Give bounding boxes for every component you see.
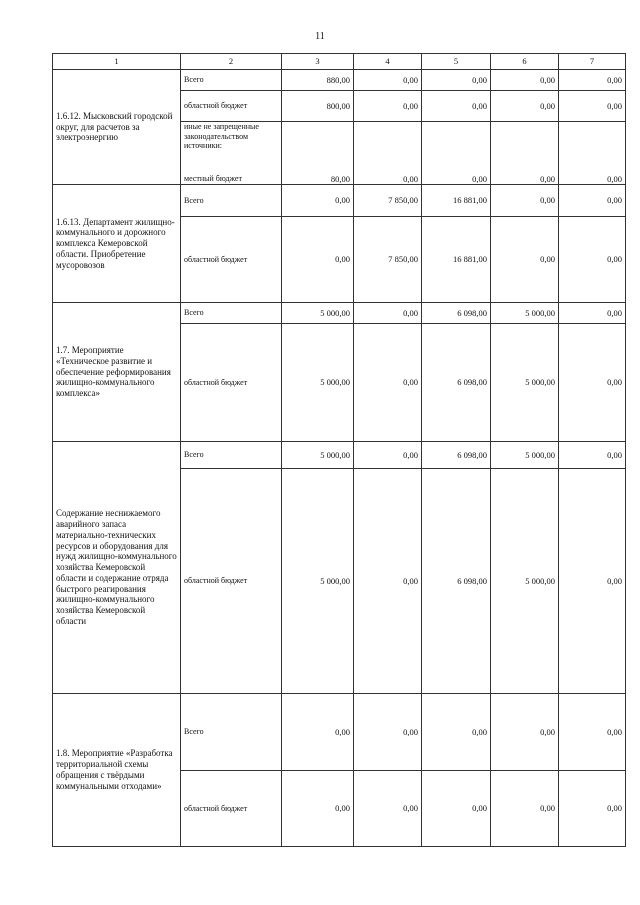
value-cell: 0,00 <box>422 168 491 185</box>
value-cell: 0,00 <box>559 217 626 303</box>
value-cell: 0,00 <box>491 217 559 303</box>
value-cell: 0,00 <box>354 442 422 469</box>
value-cell: 0,00 <box>491 694 559 771</box>
source-label: Всего <box>181 694 282 771</box>
value-cell: 0,00 <box>354 771 422 847</box>
source-label: областной бюджет <box>181 324 282 442</box>
value-cell: 0,00 <box>491 70 559 91</box>
table-row <box>53 303 626 324</box>
value-cell: 0,00 <box>559 771 626 847</box>
value-cell: 6 098,00 <box>422 303 491 324</box>
value-cell <box>282 122 354 168</box>
value-cell: 5 000,00 <box>282 303 354 324</box>
value-cell: 0,00 <box>422 91 491 122</box>
value-cell: 7 850,00 <box>354 185 422 217</box>
value-cell: 0,00 <box>491 771 559 847</box>
value-cell: 0,00 <box>354 91 422 122</box>
source-label: областной бюджет <box>181 91 282 122</box>
value-cell: 0,00 <box>559 185 626 217</box>
value-cell: 16 881,00 <box>422 185 491 217</box>
column-header: 1 <box>53 54 181 70</box>
table-row <box>53 442 626 469</box>
source-label: Всего <box>181 70 282 91</box>
source-label: местный бюджет <box>181 168 282 185</box>
value-cell: 80,00 <box>282 168 354 185</box>
value-cell: 0,00 <box>559 70 626 91</box>
value-cell: 0,00 <box>354 70 422 91</box>
column-header: 6 <box>491 54 559 70</box>
section-name: Содержание неснижаемого аварийного запаса материально-технических ресурсов и оборудования для нужд жилищно-коммунального хозяйства Кемеровской области и содержание отряда быстрого реагирования жилищно-коммунального хозяйства Кемеровской области <box>53 442 181 694</box>
table-row <box>53 694 626 771</box>
source-label: Всего <box>181 185 282 217</box>
value-cell: 0,00 <box>282 771 354 847</box>
value-cell: 0,00 <box>559 442 626 469</box>
value-cell: 0,00 <box>354 469 422 694</box>
value-cell: 0,00 <box>354 694 422 771</box>
source-label: Всего <box>181 442 282 469</box>
source-label: областной бюджет <box>181 771 282 847</box>
table-row <box>53 70 626 91</box>
column-header: 3 <box>282 54 354 70</box>
value-cell: 5 000,00 <box>491 324 559 442</box>
value-cell: 0,00 <box>491 185 559 217</box>
section-name: 1.8. Мероприятие «Разработка территориальной схемы обращения с твёрдыми коммунальными отходами» <box>53 694 181 847</box>
value-cell: 0,00 <box>559 324 626 442</box>
value-cell: 6 098,00 <box>422 324 491 442</box>
source-label: Всего <box>181 303 282 324</box>
value-cell: 7 850,00 <box>354 217 422 303</box>
section-name: 1.6.13. Департамент жилищно-коммунального и дорожного комплекса Кемеровской области. Приобретение мусоровозов <box>53 185 181 303</box>
value-cell: 5 000,00 <box>491 469 559 694</box>
value-cell: 5 000,00 <box>491 303 559 324</box>
source-label: областной бюджет <box>181 469 282 694</box>
source-label: иные не запрещенные законодательством источники: <box>181 122 282 168</box>
value-cell: 800,00 <box>282 91 354 122</box>
column-header: 2 <box>181 54 282 70</box>
column-header: 7 <box>559 54 626 70</box>
value-cell <box>559 122 626 168</box>
value-cell <box>354 122 422 168</box>
section-name: 1.6.12. Мысковский городской округ, для расчетов за электроэнергию <box>53 70 181 185</box>
value-cell: 0,00 <box>559 168 626 185</box>
value-cell: 0,00 <box>559 694 626 771</box>
value-cell: 0,00 <box>282 185 354 217</box>
section-name: 1.7. Мероприятие «Техническое развитие и обеспечение реформирования жилищно-коммунального комплекса» <box>53 303 181 442</box>
value-cell <box>422 122 491 168</box>
value-cell: 0,00 <box>559 303 626 324</box>
page-number: 11 <box>315 31 325 42</box>
value-cell: 5 000,00 <box>282 324 354 442</box>
value-cell: 0,00 <box>282 694 354 771</box>
value-cell <box>491 122 559 168</box>
value-cell: 0,00 <box>282 217 354 303</box>
value-cell: 0,00 <box>491 91 559 122</box>
value-cell: 0,00 <box>354 168 422 185</box>
value-cell: 0,00 <box>422 771 491 847</box>
value-cell: 880,00 <box>282 70 354 91</box>
budget-table <box>52 53 626 847</box>
value-cell: 0,00 <box>422 694 491 771</box>
value-cell: 0,00 <box>354 303 422 324</box>
value-cell: 0,00 <box>559 91 626 122</box>
value-cell: 6 098,00 <box>422 469 491 694</box>
column-header: 4 <box>354 54 422 70</box>
value-cell: 6 098,00 <box>422 442 491 469</box>
table-row <box>53 185 626 217</box>
source-label: областной бюджет <box>181 217 282 303</box>
value-cell: 0,00 <box>422 70 491 91</box>
value-cell: 5 000,00 <box>282 469 354 694</box>
value-cell: 0,00 <box>559 469 626 694</box>
value-cell: 5 000,00 <box>282 442 354 469</box>
value-cell: 0,00 <box>354 324 422 442</box>
header-row <box>53 54 626 70</box>
column-header: 5 <box>422 54 491 70</box>
value-cell: 5 000,00 <box>491 442 559 469</box>
value-cell: 0,00 <box>491 168 559 185</box>
value-cell: 16 881,00 <box>422 217 491 303</box>
